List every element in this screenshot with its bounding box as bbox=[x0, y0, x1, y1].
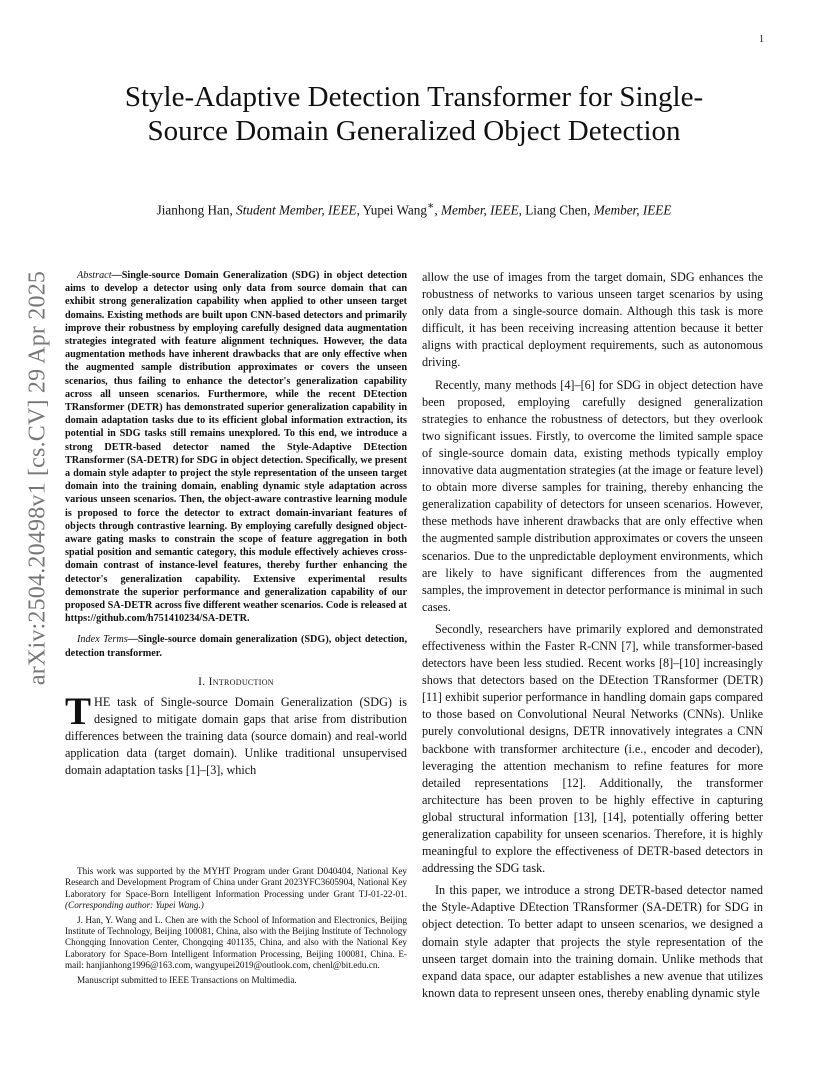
footnote-funding: This work was supported by the MYHT Program under Grant D040404, National Key Research and Development Program of China under Grant 2023YFC3605904, National Key Laboratory for Space-Born Intelligent Information Processing under Grant TJ-01-22-01. (Corresponding author: Yupei Wang.) bbox=[65, 866, 407, 911]
left-column bbox=[65, 269, 407, 779]
index-terms bbox=[65, 633, 407, 659]
index-terms-body: —Single-source domain generalization (SDG), object detection, detection transformer. bbox=[65, 634, 407, 659]
intro-text: task of Single-source Domain Generalization (SDG) is designed to mitigate domain gaps that arise from distribution differences between the training data (source domain) and real-world application data (target domain). Unlike traditional unsupervised domain adaptation tasks [1]–[3], which bbox=[65, 694, 407, 778]
author-name-2: , Yupei Wang bbox=[356, 202, 427, 218]
corresponding-mark: ∗ bbox=[426, 200, 435, 212]
arxiv-identifier-stamp: arXiv:2504.20498v1 [cs.CV] 29 Apr 2025 bbox=[24, 270, 51, 686]
author-role-1: Student Member, IEEE bbox=[236, 202, 357, 218]
section-heading-introduction bbox=[65, 676, 407, 688]
body-paragraph: Recently, many methods [4]–[6] for SDG in object detection have been proposed, employing carefully designed generalization strategies to enhance the robustness of detectors, but they overlook two significant issues. Firstly, to overcome the limited sample space of single-source domain data, existing methods typically employ innovative data augmentation strategies (at the image or feature level) to obtain more diverse samples for training, thereby enhancing the generalization capability of detectors for unseen scenarios. However, these methods have inherent drawbacks that are only effective when the augmented sample distribution approximates or covers the unseen scenarios. Due to the unpredictable deployment environments, which are likely to have significant differences from the augmented samples, the improvement in detector performance is minimal in such cases. bbox=[422, 377, 763, 614]
section-title: Introduction bbox=[208, 675, 274, 688]
section-number: I. bbox=[198, 675, 206, 688]
author-list bbox=[80, 199, 748, 218]
author-role-2: Member, IEEE bbox=[441, 202, 519, 218]
abstract bbox=[65, 269, 407, 625]
author-name-1: Jianhong Han, bbox=[156, 202, 237, 218]
page-number: 1 bbox=[759, 34, 764, 45]
dropcap-word-rest: HE bbox=[94, 694, 111, 709]
body-paragraph-continued: allow the use of images from the target domain, SDG enhances the robustness of networks to various unseen target scenarios by using only data from a single-source domain. Although this task is more difficult, it has been receiving increasing attention because it better aligns with practical deployment requirements, such as autonomous driving. bbox=[422, 270, 763, 370]
dropcap-letter: T bbox=[65, 689, 92, 733]
body-paragraph: In this paper, we introduce a strong DETR-based detector named the Style-Adaptive DEtection TRansformer (SA-DETR) for SDG in object detection. To better adapt to unseen scenarios, we designed a domain style adapter that projects the style representation of the unseen target domain into the training domain. Unlike methods that expand data space, our adapter establishes a new avenue that utilizes known data to represent unseen ones, thereby enabling dynamic style bbox=[422, 883, 763, 1000]
author-name-3: , Liang Chen, bbox=[518, 202, 594, 218]
abstract-lead: Abstract bbox=[77, 270, 112, 281]
right-column bbox=[422, 269, 763, 1002]
footnote-affiliation: J. Han, Y. Wang and L. Chen are with the School of Information and Electronics, Beijing Institute of Technology, Beijing 100081, China, also with the Beijing Institute of Technology Chongqing Innovation Center, Chongqing 401135, China, and also with the National Key Laboratory for Space-Born Intelligent Information Processing, Beijing 100081, China. E-mail: hanjianhong1996@163.com, wangyupei2019@outlook.com, chenl@bit.edu.cn. bbox=[65, 914, 407, 971]
index-terms-lead: Index Terms bbox=[77, 634, 128, 646]
author-role-3: Member, IEEE bbox=[593, 202, 672, 218]
body-paragraph: Secondly, researchers have primarily explored and demonstrated effectiveness within the Faster R-CNN [7], while transformer-based detectors have been less studied. Recent works [8]–[10] increasingly shows that detectors based on the DEtection TRansformer (DETR) [11] exhibit superior performance in handling domain gaps compared to those based on Convolutional Neural Networks (CNNs). Unlike purely convolutional designs, DETR innovatively integrates a CNN backbone with transformer architecture (i.e., encoder and decoder), leveraging the attention mechanism to refine features for more detailed representations [12]. Additionally, the transformer architecture has been proven to be highly effective in capturing global structural information [13], [14], potentially offering better generalization capability for unseen scenarios. Therefore, it is highly meaningful to explore the effectiveness of DETR-based detectors in addressing the SDG task. bbox=[422, 621, 763, 876]
footnote-submitted: Manuscript submitted to IEEE Transactions on Multimedia. bbox=[77, 974, 297, 985]
intro-paragraph bbox=[65, 689, 407, 779]
footnote-corresponding: (Corresponding author: Yupei Wang.) bbox=[65, 900, 204, 911]
footnotes bbox=[65, 866, 407, 989]
abstract-body: —Single-source Domain Generalization (SDG) in object detection aims to develop a detector using only data from source domain that can exhibit strong generalization capability when applied to other unseen target domains. Existing methods are built upon CNN-based detectors and primarily improve their robustness by employing carefully designed data augmentation strategies integrated with feature alignment techniques. However, the data augmentation methods have inherent drawbacks that are only effective when the augmented sample distribution approximates or covers the unseen scenarios, thus failing to enhance the detector's generalization capability across all unseen scenarios. Furthermore, while the recent DEtection TRansformer (DETR) has demonstrated superior generalization capability in domain adaptation tasks due to its efficient global information extraction, its potential in SDG tasks still remains unexplored. To this end, we introduce a strong DETR-based detector named the Style-Adaptive DEtection TRansformer (SA-DETR) for SDG in object detection. Specifically, we present a domain style adapter to project the style representation of the unseen target domain into the training domain, enabling dynamic style adaptation across various unseen scenarios. Then, the object-aware contrastive learning module is proposed to force the detector to extract domain-invariant features of objects through contrastive learning. By employing carefully designed object-aware gating masks to constrain the scope of feature aggregation in both spatial position and semantic category, this module effectively achieves cross-domain contrast of instance-level features, thereby further enhancing the detector's generalization capability. Extensive experimental results demonstrate the superior performance and generalization capability of our proposed SA-DETR across five different weather scenarios. Code is released at https://github.com/h751410234/SA-DETR. bbox=[65, 270, 407, 625]
author-sep-2: , bbox=[434, 202, 442, 218]
paper-title: Style-Adaptive Detection Transformer for Single-Source Domain Generalized Object Detection bbox=[124, 81, 704, 147]
